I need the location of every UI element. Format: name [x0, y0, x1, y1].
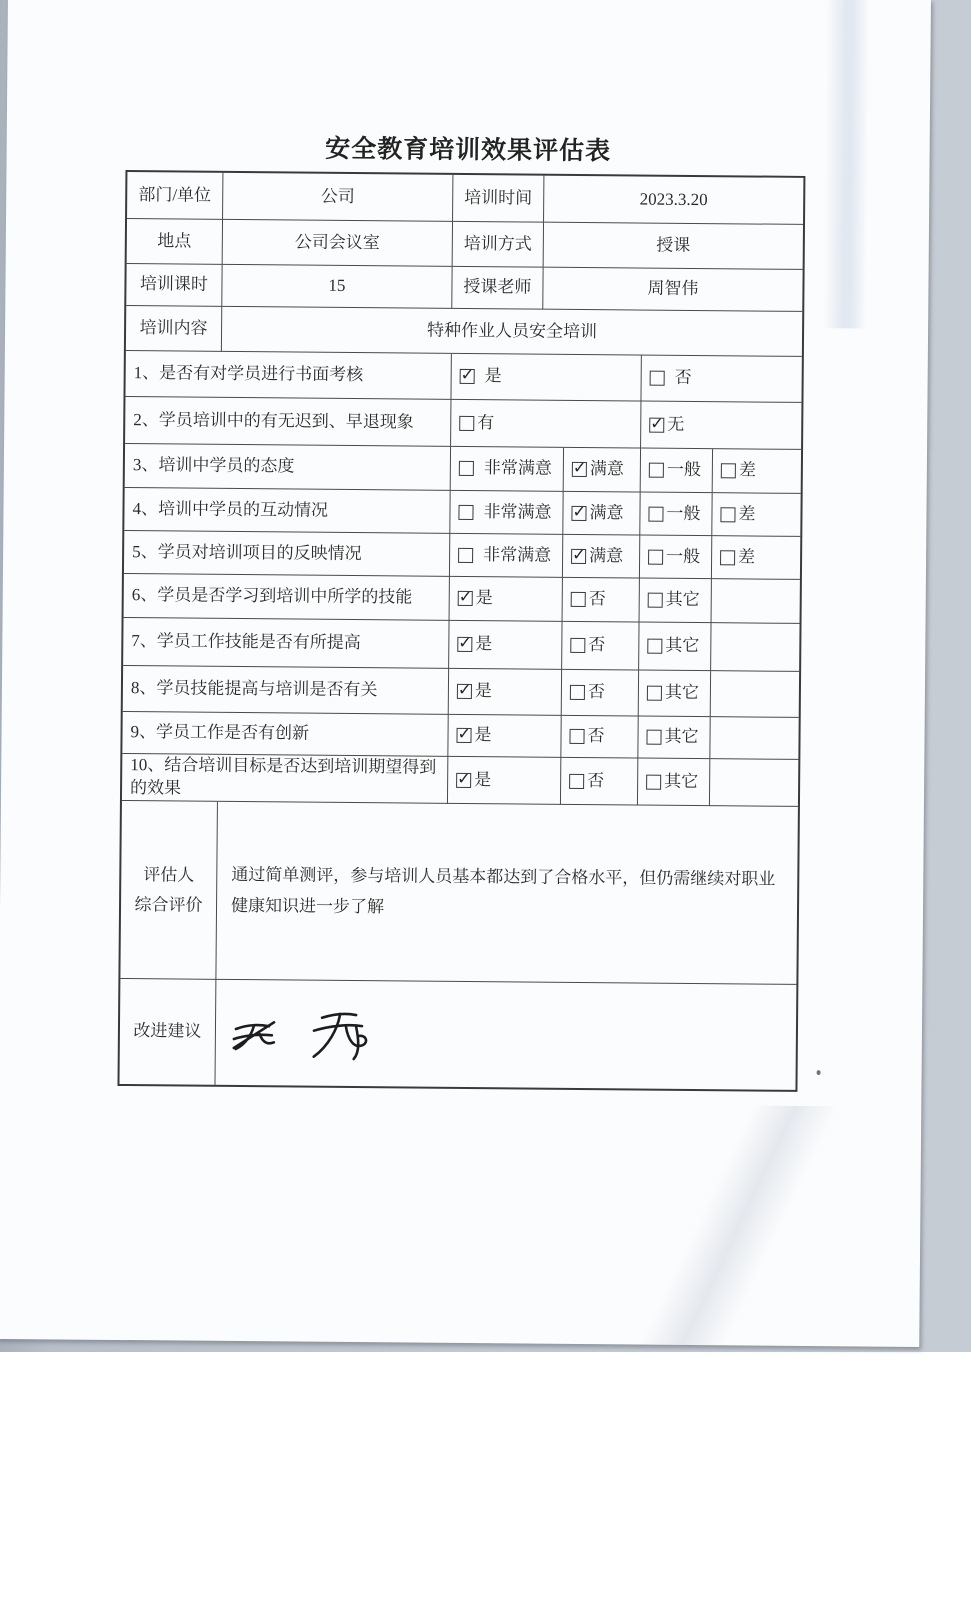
question-text: 9、学员工作是否有创新 — [122, 712, 448, 757]
empty-cell — [712, 579, 800, 624]
option-label: 否 — [587, 770, 605, 790]
field-value-training-content: 特种作业人员安全培训 — [222, 307, 802, 357]
checkbox-icon — [720, 550, 735, 565]
option-label: 否 — [588, 635, 606, 655]
option-label: 否 — [587, 682, 606, 702]
checkbox-icon — [649, 463, 664, 478]
option-cell — [561, 758, 638, 806]
checkbox-icon — [649, 417, 664, 432]
option-cell — [450, 577, 563, 622]
paper-wrinkle — [569, 1104, 891, 1347]
question-text: 10、结合培训目标是否达到培训期望得到的效果 — [122, 754, 448, 804]
question-text: 8、学员技能提高与培训是否有关 — [123, 666, 449, 715]
field-label-department: 部门/单位 — [127, 172, 223, 220]
option-cell — [639, 623, 711, 672]
field-label-training-content: 培训内容 — [126, 306, 222, 352]
option-label: 否 — [674, 367, 692, 387]
option-cell — [641, 402, 801, 450]
evaluation-form-table — [117, 170, 805, 1092]
suggestion-content-cell — [215, 980, 796, 1090]
option-cell — [451, 447, 564, 492]
option-label: 否 — [588, 589, 606, 609]
option-cell — [641, 356, 801, 403]
checkbox-icon — [572, 462, 587, 477]
option-label: 非常满意 — [483, 501, 552, 522]
option-label: 有 — [477, 412, 495, 432]
checkbox-icon — [457, 684, 472, 699]
checkbox-icon — [458, 591, 473, 606]
option-cell — [564, 448, 641, 493]
option-label: 满意 — [589, 459, 624, 479]
question-text: 1、是否有对学员进行书面考核 — [125, 351, 451, 400]
field-value-training-time: 2023.3.20 — [544, 176, 803, 225]
option-cell — [450, 491, 563, 535]
option-label: 是 — [474, 769, 492, 789]
option-label: 其它 — [665, 635, 700, 656]
option-label: 是 — [474, 681, 493, 701]
option-label: 否 — [587, 726, 605, 746]
option-label: 差 — [738, 546, 756, 567]
checkbox-icon — [459, 461, 474, 476]
option-label: 无 — [667, 414, 685, 434]
option-label: 满意 — [589, 502, 624, 522]
option-cell — [449, 669, 562, 716]
checkbox-icon — [720, 507, 735, 522]
option-cell — [638, 759, 710, 807]
field-label-training-hours: 培训课时 — [126, 264, 222, 307]
option-cell — [449, 621, 562, 670]
evaluator-comment-label-line1: 评估人 — [143, 864, 195, 885]
checkbox-icon — [457, 637, 472, 652]
option-cell — [641, 449, 713, 494]
checkbox-icon — [458, 504, 473, 519]
field-value-location: 公司会议室 — [223, 220, 453, 267]
option-cell — [562, 670, 639, 717]
option-label: 是 — [474, 725, 492, 745]
checkbox-icon — [460, 369, 475, 384]
checkbox-icon — [456, 728, 471, 743]
option-cell — [448, 757, 561, 805]
option-label: 是 — [475, 588, 493, 608]
handwritten-none-mark — [226, 1000, 387, 1065]
option-label: 差 — [738, 503, 756, 524]
option-cell — [713, 449, 801, 494]
option-cell — [639, 671, 711, 718]
suggestion-label: 改进建议 — [119, 979, 216, 1085]
option-label: 非常满意 — [483, 544, 552, 565]
question-text: 5、学员对培训项目的反映情况 — [124, 531, 450, 577]
option-cell — [563, 492, 640, 536]
checkbox-icon — [647, 686, 662, 701]
evaluator-comment-label — [120, 801, 218, 980]
field-label-teacher: 授课老师 — [452, 267, 543, 310]
option-cell — [562, 622, 639, 671]
field-value-department: 公司 — [223, 173, 453, 222]
option-label: 其它 — [664, 771, 699, 791]
stray-ink-dot — [817, 1070, 821, 1075]
option-cell — [563, 535, 640, 579]
option-cell — [563, 578, 640, 623]
option-label: 是 — [475, 634, 493, 654]
option-cell — [561, 716, 638, 759]
checkbox-icon — [571, 592, 586, 607]
field-label-location: 地点 — [127, 219, 223, 265]
checkbox-icon — [647, 639, 662, 654]
checkbox-icon — [648, 549, 663, 564]
option-label: 非常满意 — [483, 458, 552, 478]
form-title: 安全教育培训效果评估表 — [325, 135, 612, 166]
option-cell — [451, 400, 641, 449]
option-label: 一般 — [666, 546, 701, 566]
checkbox-icon — [570, 685, 585, 700]
checkbox-icon — [569, 729, 584, 744]
option-cell — [451, 354, 641, 402]
evaluator-comment-text: 通过简单测评，参与培训人员基本都达到了合格水平，但仍需继续对职业健康知识进一步了解 — [216, 802, 798, 985]
question-text: 2、学员培训中的有无迟到、早退现象 — [125, 397, 451, 447]
checkbox-icon — [721, 463, 736, 478]
checkbox-icon — [648, 506, 663, 521]
option-cell — [640, 579, 712, 624]
field-value-training-method: 授课 — [544, 223, 803, 270]
field-label-training-method: 培训方式 — [453, 222, 544, 268]
field-label-training-time: 培训时间 — [453, 175, 544, 223]
checkbox-icon — [650, 371, 665, 386]
empty-cell — [711, 671, 799, 718]
checkbox-icon — [571, 505, 586, 520]
option-cell — [448, 715, 561, 758]
option-label: 是 — [484, 366, 502, 386]
checkbox-icon — [458, 547, 473, 562]
checkbox-icon — [569, 773, 584, 788]
checkbox-icon — [570, 638, 585, 653]
checkbox-icon — [571, 548, 586, 563]
option-cell — [640, 536, 712, 580]
checkbox-icon — [456, 772, 471, 787]
option-label: 一般 — [666, 459, 701, 480]
question-text: 6、学员是否学习到培训中所学的技能 — [124, 574, 450, 621]
question-text: 4、培训中学员的互动情况 — [124, 488, 450, 534]
option-label: 满意 — [589, 545, 624, 565]
option-cell — [640, 493, 712, 537]
question-text: 7、学员工作技能是否有所提高 — [123, 618, 449, 669]
option-cell — [712, 536, 800, 580]
option-label: 一般 — [666, 503, 701, 523]
option-label: 其它 — [665, 589, 700, 610]
question-text: 3、培训中学员的态度 — [125, 444, 451, 491]
empty-cell — [710, 717, 798, 760]
option-cell — [450, 534, 563, 578]
empty-cell — [711, 623, 799, 672]
option-cell — [712, 493, 800, 537]
option-cell — [638, 717, 710, 760]
empty-cell — [710, 759, 798, 807]
option-label: 差 — [738, 460, 756, 480]
option-label: 其它 — [664, 726, 699, 747]
option-label: 其它 — [664, 682, 700, 703]
checkbox-icon — [646, 730, 661, 745]
field-value-teacher: 周智伟 — [543, 268, 802, 312]
evaluator-comment-label-line2: 综合评价 — [134, 894, 203, 915]
checkbox-icon — [646, 774, 661, 789]
checkbox-icon — [459, 415, 474, 430]
field-value-training-hours: 15 — [222, 265, 452, 309]
checkbox-icon — [648, 593, 663, 608]
